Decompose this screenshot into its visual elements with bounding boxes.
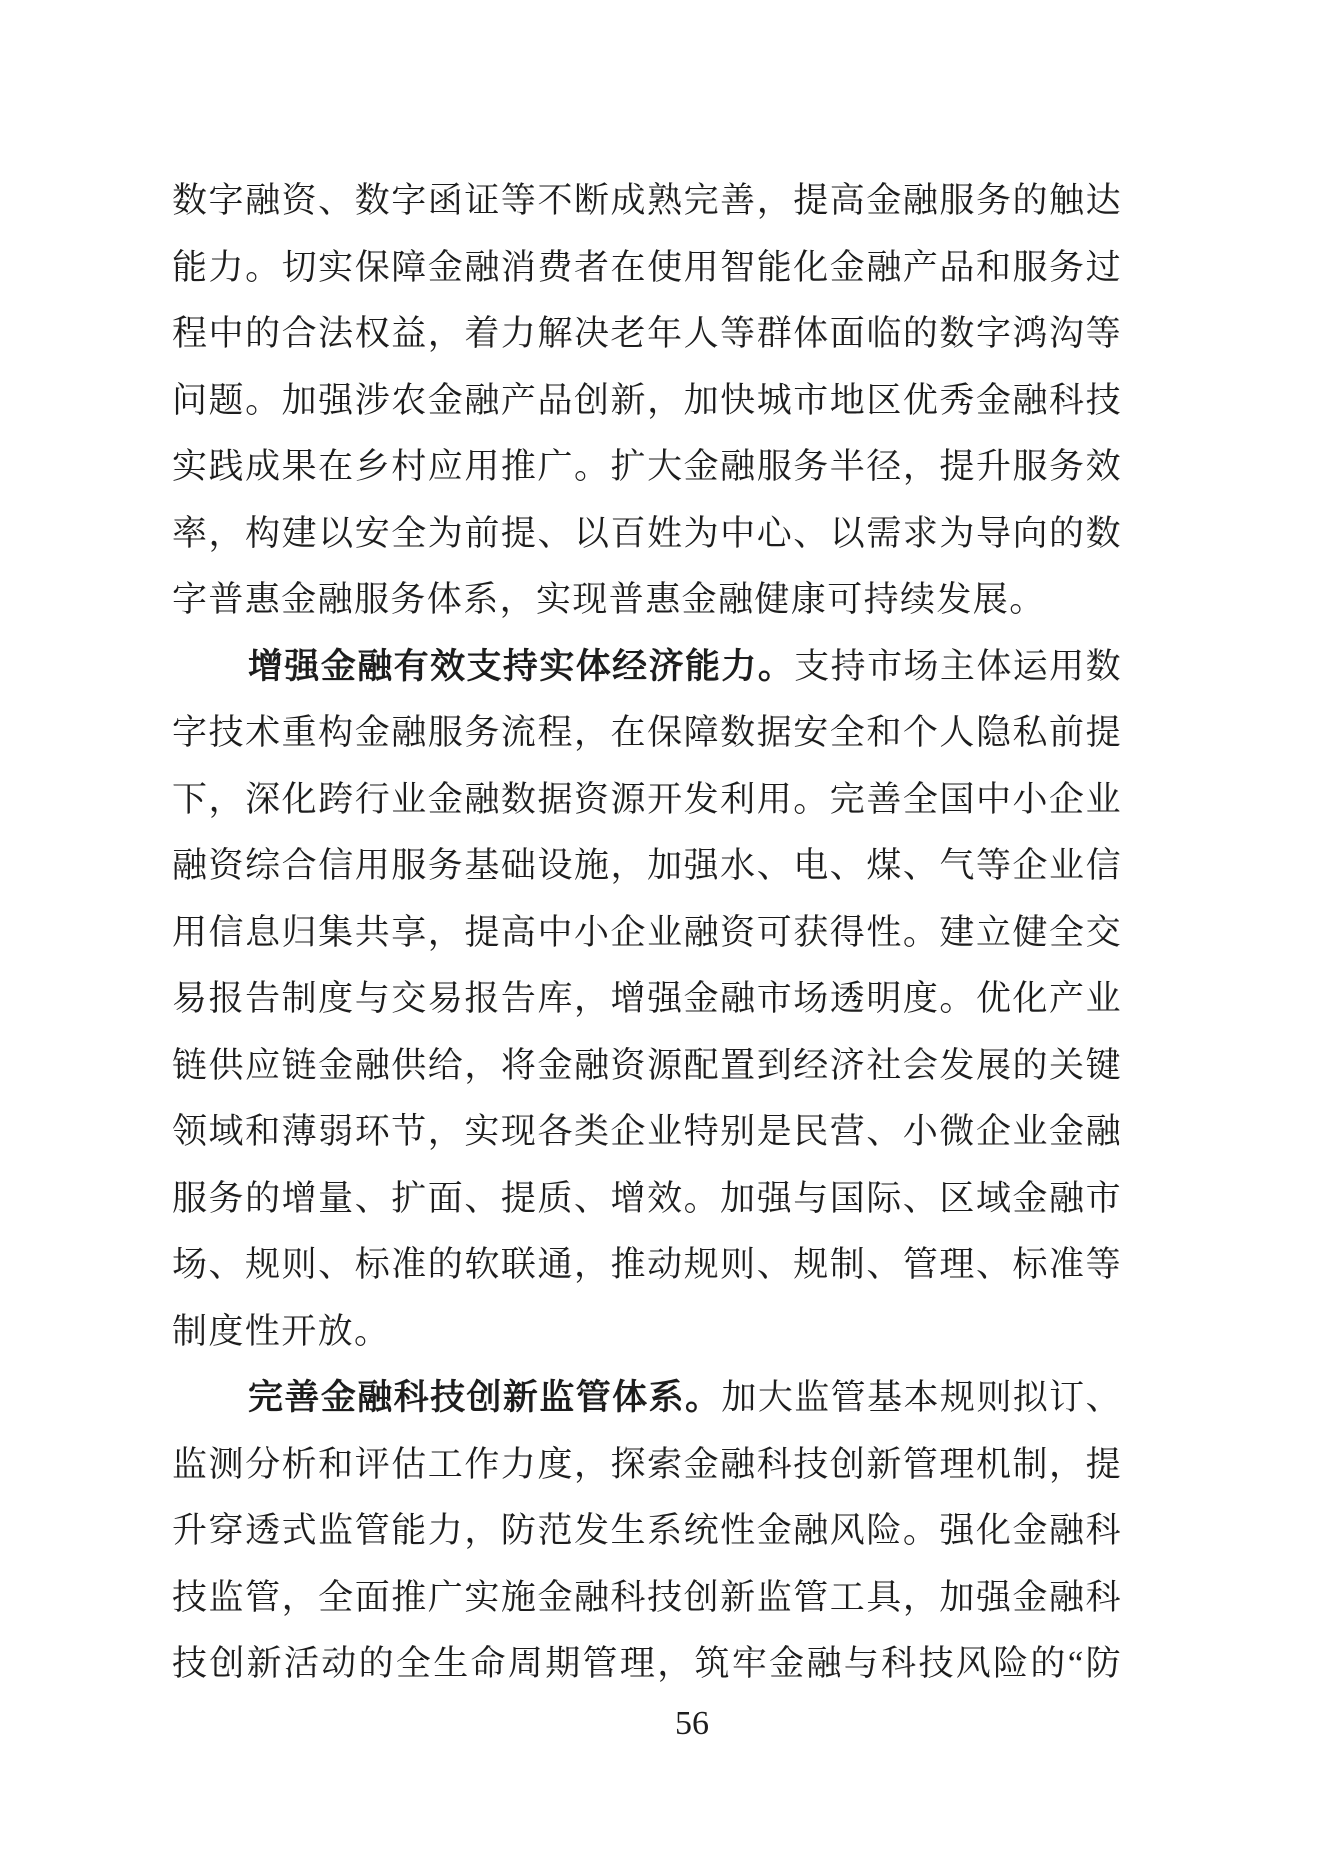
text-run: 监测分析和评估工作力度，探索金融科技创新管理机制，提 bbox=[172, 1444, 1122, 1484]
text-run: 易报告制度与交易报告库，增强金融市场透明度。优化产业 bbox=[172, 979, 1122, 1018]
text-line bbox=[172, 1565, 1122, 1632]
text-run: 下，深化跨行业金融数据资源开发利用。完善全国中小企业 bbox=[172, 779, 1122, 819]
text-run: 用信息归集共享，提高中小企业融资可获得性。建立健全交 bbox=[172, 912, 1122, 952]
text-run: 字技术重构金融服务流程，在保障数据安全和个人隐私前提 bbox=[172, 713, 1122, 752]
text-line bbox=[172, 966, 1122, 1033]
text-line bbox=[172, 767, 1122, 834]
text-run: 领域和薄弱环节，实现各类企业特别是民营、小微企业金融 bbox=[172, 1112, 1122, 1151]
paragraph-lead-bold: 增强金融有效支持实体经济能力。 bbox=[248, 646, 795, 686]
text-run: 技创新活动的全生命周期管理，筑牢金融与科技风险的“防 bbox=[172, 1644, 1122, 1683]
text-line bbox=[172, 168, 1122, 235]
text-line bbox=[172, 833, 1122, 900]
text-run: 问题。加强涉农金融产品创新，加快城市地区优秀金融科技 bbox=[172, 380, 1122, 420]
text-run: 数字融资、数字函证等不断成熟完善，提高金融服务的触达 bbox=[172, 181, 1122, 220]
text-run: 能力。切实保障金融消费者在使用智能化金融产品和服务过 bbox=[172, 247, 1122, 287]
text-run: 制度性开放。 bbox=[172, 1311, 391, 1351]
text-run: 技监管，全面推广实施金融科技创新监管工具，加强金融科 bbox=[172, 1577, 1122, 1617]
text-line bbox=[172, 567, 1122, 634]
text-run: 场、规则、标准的软联通，推动规则、规制、管理、标准等 bbox=[172, 1245, 1122, 1284]
text-run: 支持市场主体运用数 bbox=[794, 646, 1122, 686]
text-run: 实践成果在乡村应用推广。扩大金融服务半径，提升服务效 bbox=[172, 447, 1122, 486]
text-line bbox=[172, 1498, 1122, 1565]
text-line bbox=[172, 301, 1122, 368]
text-run: 字普惠金融服务体系，实现普惠金融健康可持续发展。 bbox=[172, 580, 1046, 619]
text-run: 升穿透式监管能力，防范发生系统性金融风险。强化金融科 bbox=[172, 1511, 1122, 1550]
text-line bbox=[172, 235, 1122, 302]
text-line bbox=[172, 1099, 1122, 1166]
text-line bbox=[172, 1232, 1122, 1299]
text-line bbox=[172, 434, 1122, 501]
text-run: 融资综合信用服务基础设施，加强水、电、煤、气等企业信 bbox=[172, 846, 1122, 885]
text-run: 程中的合法权益，着力解决老年人等群体面临的数字鸿沟等 bbox=[172, 314, 1122, 353]
text-line bbox=[172, 501, 1122, 568]
text-line bbox=[172, 634, 1122, 701]
text-line bbox=[172, 1033, 1122, 1100]
text-run: 服务的增量、扩面、提质、增效。加强与国际、区域金融市 bbox=[172, 1178, 1122, 1218]
text-line bbox=[172, 900, 1122, 967]
text-line bbox=[172, 1432, 1122, 1499]
text-line bbox=[172, 1365, 1122, 1432]
text-line bbox=[172, 1631, 1122, 1698]
text-run: 加大监管基本规则拟订、 bbox=[721, 1378, 1122, 1417]
text-line bbox=[172, 700, 1122, 767]
text-line bbox=[172, 1166, 1122, 1233]
paragraph-lead-bold: 完善金融科技创新监管体系。 bbox=[248, 1378, 722, 1417]
document-body bbox=[172, 168, 1122, 1698]
text-line bbox=[172, 1299, 1122, 1366]
text-line bbox=[172, 368, 1122, 435]
page-number: 56 bbox=[675, 1705, 709, 1742]
text-run: 率，构建以安全为前提、以百姓为中心、以需求为导向的数 bbox=[172, 513, 1122, 553]
text-run: 链供应链金融供给，将金融资源配置到经济社会发展的关键 bbox=[172, 1045, 1122, 1085]
